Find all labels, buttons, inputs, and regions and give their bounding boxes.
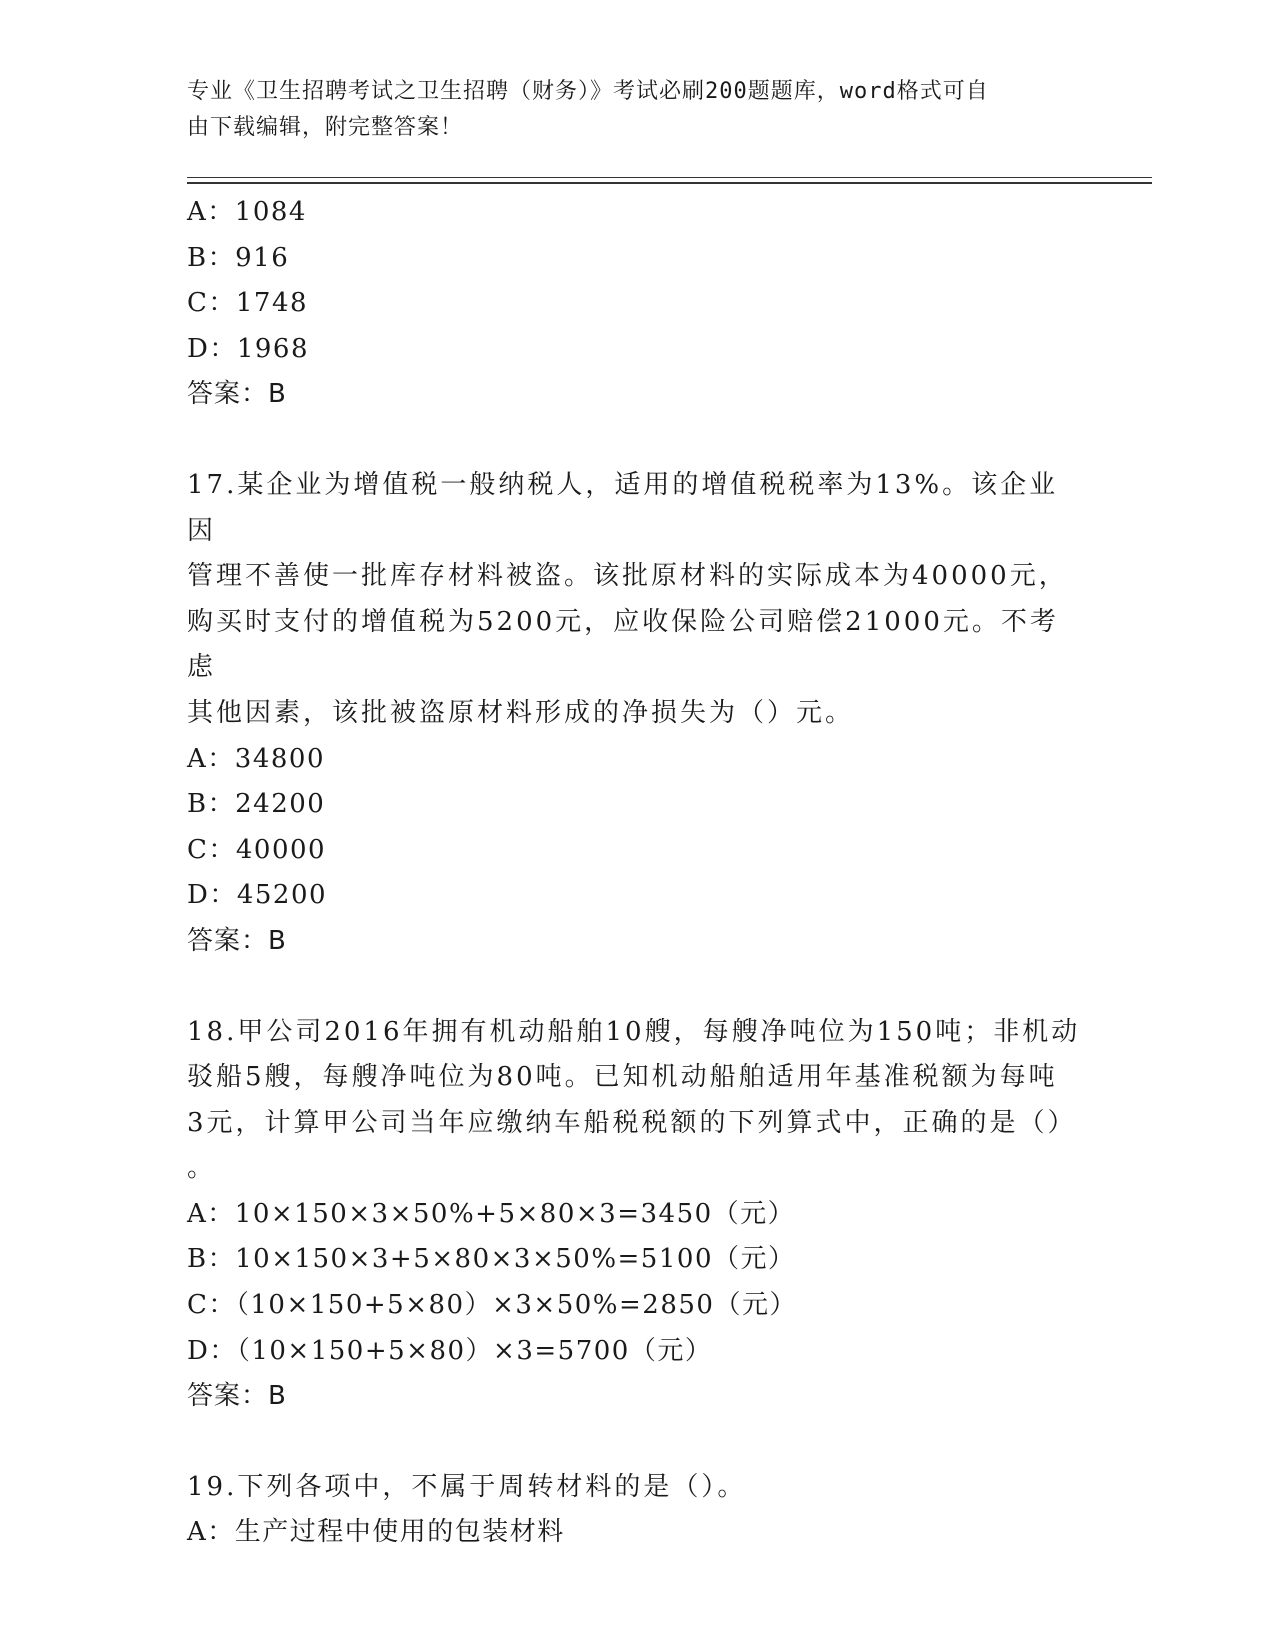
option-c: C：（10×150+5×80）×3×50%=2850（元） (187, 1290, 797, 1321)
option-d: D：（10×150+5×80）×3=5700（元） (187, 1335, 713, 1366)
option-a: A：10×150×3×50%+5×80×3=3450（元） (187, 1198, 796, 1229)
option-d: D：1968 (187, 333, 310, 364)
option-b: B：10×150×3+5×80×3×50%=5100（元） (187, 1244, 796, 1275)
header-line-1: 专业《卫生招聘考试之卫生招聘（财务）》考试必刷200题题库，word格式可自 (187, 79, 989, 104)
option-c: C：40000 (187, 834, 327, 865)
question-list (187, 190, 1087, 1556)
question-text-line: 。 (187, 1153, 217, 1184)
option-a: A：1084 (187, 197, 307, 227)
question-text-line: 19.下列各项中，不属于周转材料的是（）。 (187, 1471, 747, 1502)
question-text-line: 3元，计算甲公司当年应缴纳车船税税额的下列算式中，正确的是（） (187, 1107, 1077, 1138)
document-header (187, 74, 1067, 146)
header-divider-thick (187, 182, 1152, 184)
answer-line: 答案：B (187, 925, 287, 956)
option-b: B：916 (187, 242, 290, 273)
option-a: A：34800 (187, 743, 325, 774)
option-d: D：45200 (187, 880, 328, 911)
header-divider-thin (187, 177, 1152, 178)
question-text-line: 购买时支付的增值税为5200元，应收保险公司赔偿21000元。不考虑 (187, 606, 1059, 683)
answer-line: 答案：B (187, 1381, 287, 1412)
question-text-line: 17.某企业为增值税一般纳税人，适用的增值税税率为13%。该企业因 (187, 469, 1059, 546)
option-a: A：生产过程中使用的包装材料 (187, 1517, 565, 1548)
question-text-line: 驳船5艘，每艘净吨位为80吨。已知机动船舶适用年基准税额为每吨 (187, 1062, 1058, 1093)
question-text-line: 其他因素，该批被盗原材料形成的净损失为（）元。 (187, 697, 855, 728)
question-16 (187, 190, 1087, 418)
question-spacer (187, 418, 1087, 463)
question-text-line: 管理不善使一批库存材料被盗。该批原材料的实际成本为40000元， (187, 561, 1068, 592)
option-b: B：24200 (187, 789, 326, 820)
question-text-line: 18.甲公司2016年拥有机动船舶10艘，每艘净吨位为150吨；非机动 (187, 1016, 1081, 1047)
answer-line: 答案：B (187, 379, 287, 410)
question-18 (187, 1010, 1087, 1420)
header-line-2: 由下载编辑，附完整答案！ (187, 115, 464, 140)
question-19 (187, 1465, 1087, 1556)
option-c: C：1748 (187, 288, 309, 319)
question-spacer (187, 1420, 1087, 1465)
question-17 (187, 463, 1087, 965)
question-spacer (187, 965, 1087, 1010)
